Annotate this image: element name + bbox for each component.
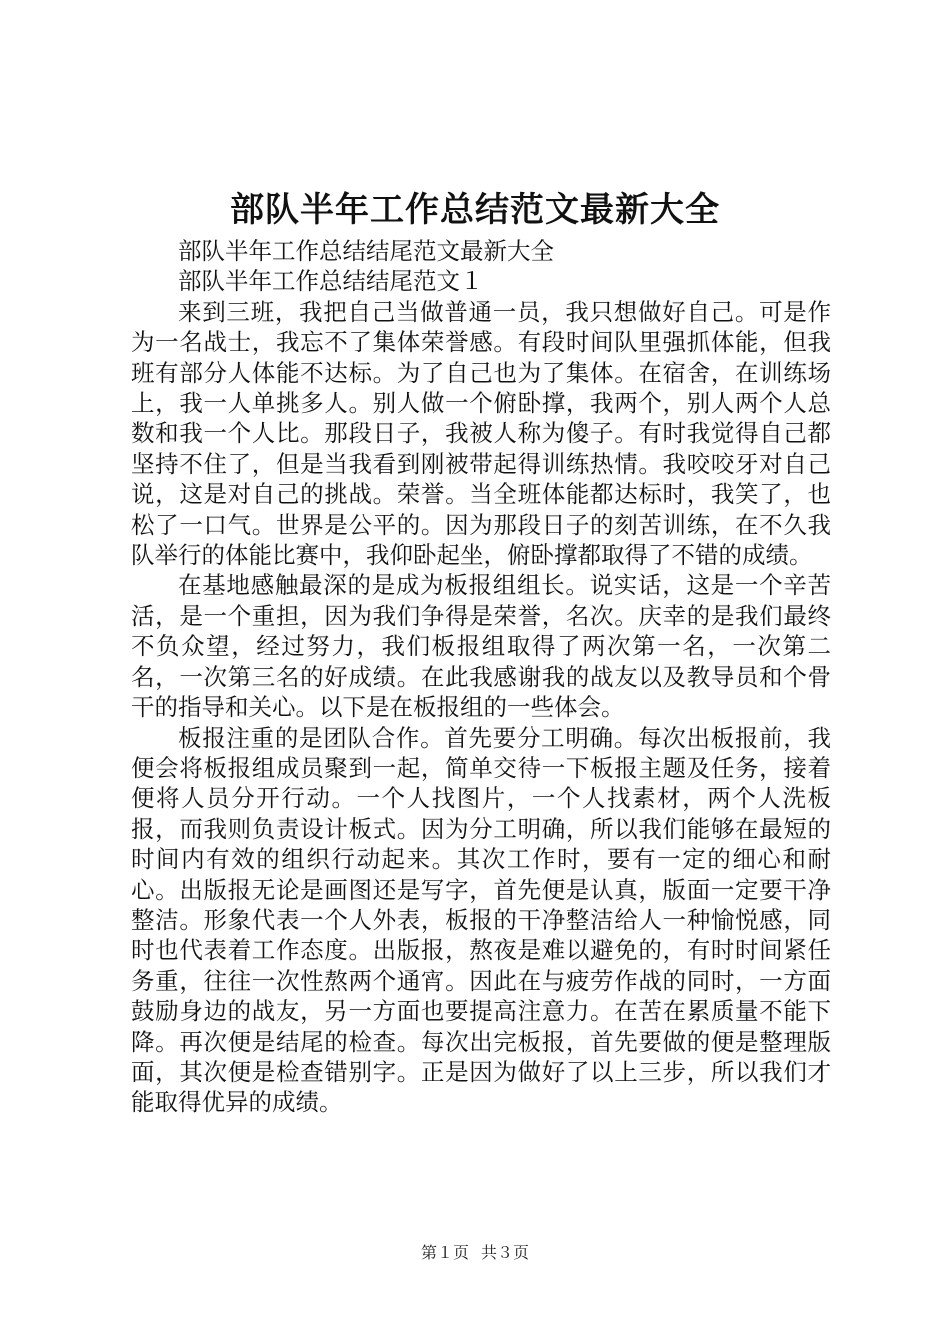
body-paragraph: 板报注重的是团队合作。首先要分工明确。每次出板报前，我便会将板报组成员聚到一起，简单交待一下板报主题及任务，接着便将人员分开行动。一个人找图片，一个人找素材，两个人洗板报，而我则负责设计板式。因为分工明确，所以我们能够在最短的时间内有效的组织行动起来。其次工作时，要有一定的细心和耐心。出版报无论是画图还是写字，首先便是认真，版面一定要干净整洁。形象代表一个人外表，板报的干净整洁给人一种愉悦感，同时也代表着工作态度。出版报，熬夜是难以避免的，有时时间紧任务重，往往一次性熬两个通宵。因此在与疲劳作战的同时，一方面鼓励身边的战友，另一方面也要提高注意力。在苦在累质量不能下降。再次便是结尾的检查。每次出完板报，首先要做的便是整理版面，其次便是检查错别字。正是因为做好了以上三步，所以我们才能取得优异的成绩。 [131,723,831,1117]
document-title: 部队半年工作总结范文最新大全 [230,190,720,230]
page-total: 共３页 [481,1243,530,1262]
subtitle-line: 部队半年工作总结结尾范文最新大全 [178,237,554,265]
document-body [131,236,831,1118]
page-number: 第１页 [420,1243,469,1262]
page-footer [0,1242,950,1264]
section-heading: 部队半年工作总结结尾范文１ [178,267,484,296]
body-paragraph: 在基地感触最深的是成为板报组组长。说实话，这是一个辛苦活，是一个重担，因为我们争得是荣誉，名次。庆幸的是我们最终不负众望，经过努力，我们板报组取得了两次第一名，一次第二名，一次第三名的好成绩。在此我感谢我的战友以及教导员和个骨干的指导和关心。以下是在板报组的一些体会。 [131,571,831,722]
body-paragraph: 来到三班，我把自己当做普通一员，我只想做好自己。可是作为一名战士，我忘不了集体荣誉感。有段时间队里强抓体能，但我班有部分人体能不达标。为了自己也为了集体。在宿舍，在训练场上，我一人单挑多人。别人做一个俯卧撑，我两个，别人两个人总数和我一个人比。那段日子，我被人称为傻子。有时我觉得自己都坚持不住了，但是当我看到刚被带起得训练热情。我咬咬牙对自己说，这是对自己的挑战。荣誉。当全班体能都达标时，我笑了，也松了一口气。世界是公平的。因为那段日子的刻苦训练，在不久我队举行的体能比赛中，我仰卧起坐，俯卧撑都取得了不错的成绩。 [131,297,831,570]
